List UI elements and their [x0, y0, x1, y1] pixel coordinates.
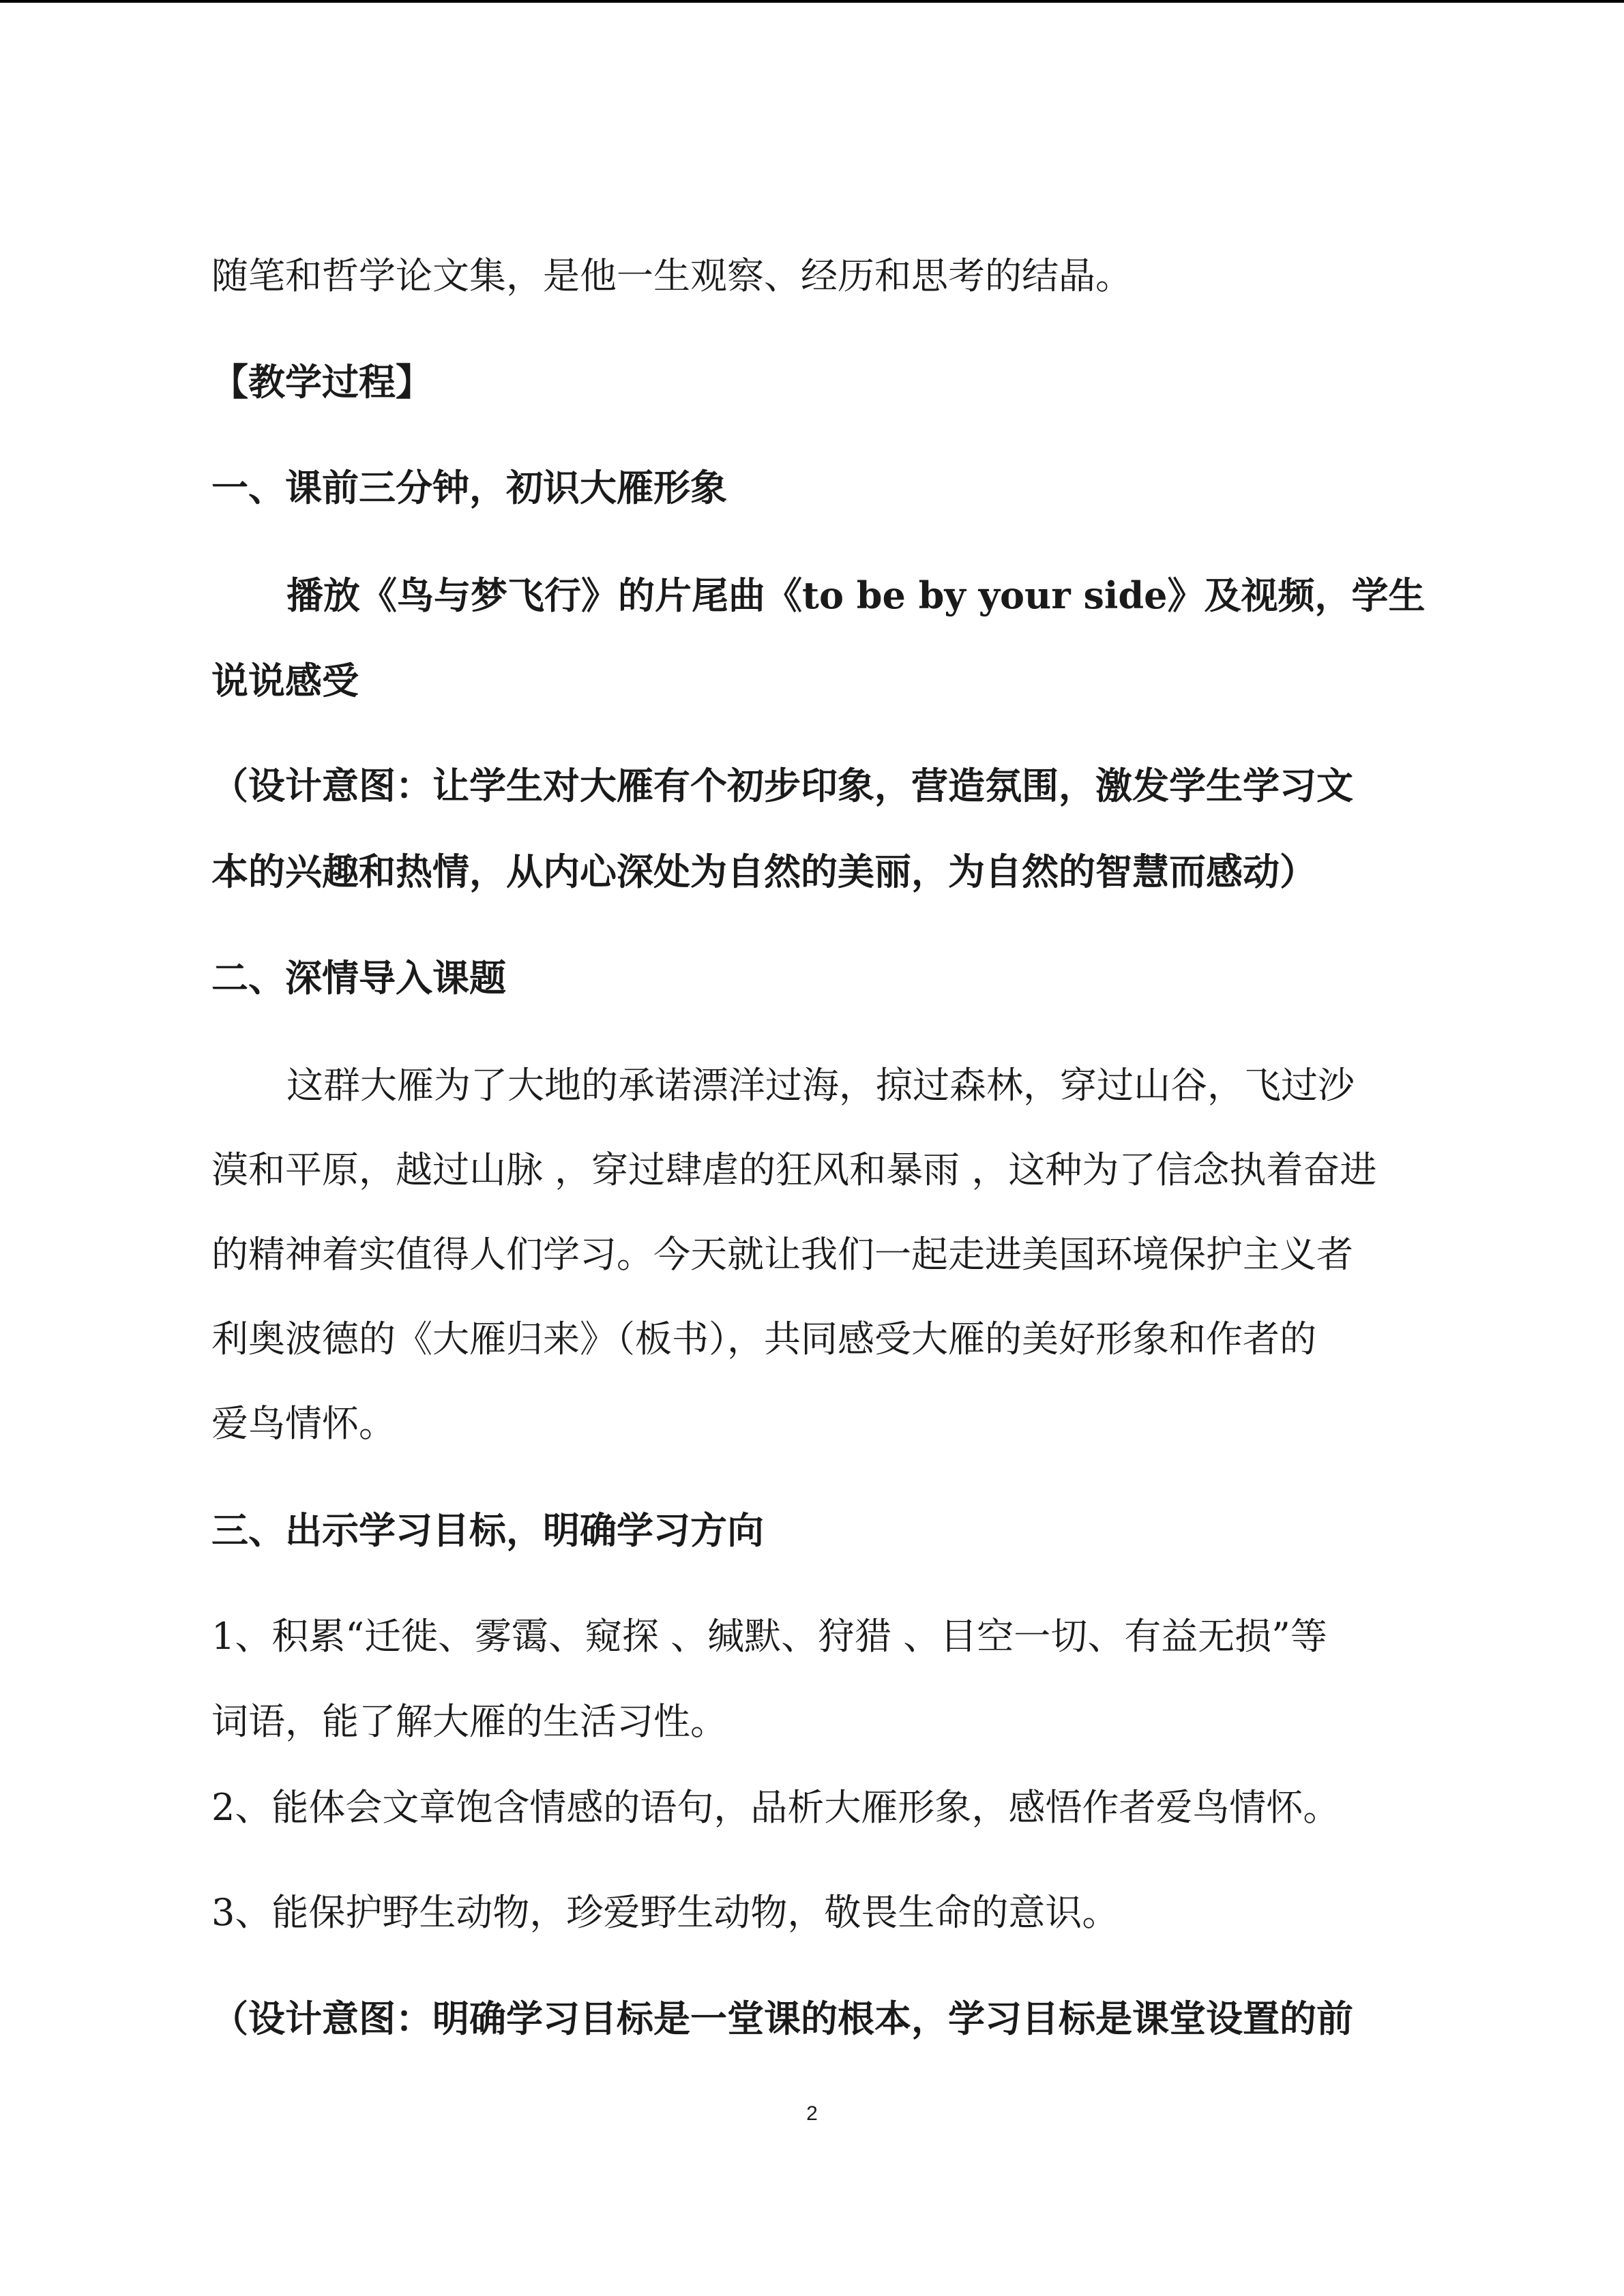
paragraph-line: 漠和平原，越过山脉 ，穿过肆虐的狂风和暴雨 ，这种为了信念执着奋进 [211, 1148, 1377, 1191]
design-intent-line: 本的兴趣和热情，从内心深处为自然的美丽，为自然的智慧而感动） [211, 850, 1316, 893]
objective-line: 词语，能了解大雁的生活习性。 [211, 1700, 727, 1743]
objective-line: 1、积累“迁徙、雾霭、窥探 、缄默、狩猎 、目空一切、有益无损”等 [211, 1615, 1327, 1658]
paragraph-line: 播放《鸟与梦飞行》的片尾曲《to be by your side》及视频，学生 [286, 573, 1426, 617]
section-heading-one: 一、课前三分钟，初识大雁形象 [211, 466, 727, 509]
text-line-intro: 随笔和哲学论文集，是他一生观察、经历和思考的结晶。 [211, 254, 1132, 297]
paragraph-line: 爱鸟情怀。 [211, 1402, 396, 1445]
page-number: 2 [806, 2102, 818, 2125]
section-heading-two: 二、深情导入课题 [211, 956, 506, 1000]
objective-line: 2、能体会文章饱含情感的语句，品析大雁形象，感悟作者爱鸟情怀。 [211, 1786, 1340, 1829]
paragraph-line: 利奥波德的《大雁归来》（板书），共同感受大雁的美好形象和作者的 [211, 1317, 1316, 1360]
design-intent-line: （设计意图：明确学习目标是一堂课的根本，学习目标是课堂设置的前 [211, 1997, 1353, 2040]
paragraph-line: 的精神着实值得人们学习。今天就让我们一起走进美国环境保护主义者 [211, 1233, 1353, 1276]
design-intent-line: （设计意图：让学生对大雁有个初步印象，营造氛围，激发学生学习文 [211, 764, 1353, 807]
section-heading-three: 三、出示学习目标，明确学习方向 [211, 1508, 764, 1552]
objective-line: 3、能保护野生动物，珍爱野生动物，敬畏生命的意识。 [211, 1891, 1119, 1934]
section-heading-teaching-process: 【教学过程】 [211, 360, 432, 404]
page-top-border [0, 0, 1624, 3]
paragraph-line: 说说感受 [211, 659, 359, 702]
paragraph-line: 这群大雁为了大地的承诺漂洋过海，掠过森林，穿过山谷，飞过沙 [286, 1064, 1355, 1107]
